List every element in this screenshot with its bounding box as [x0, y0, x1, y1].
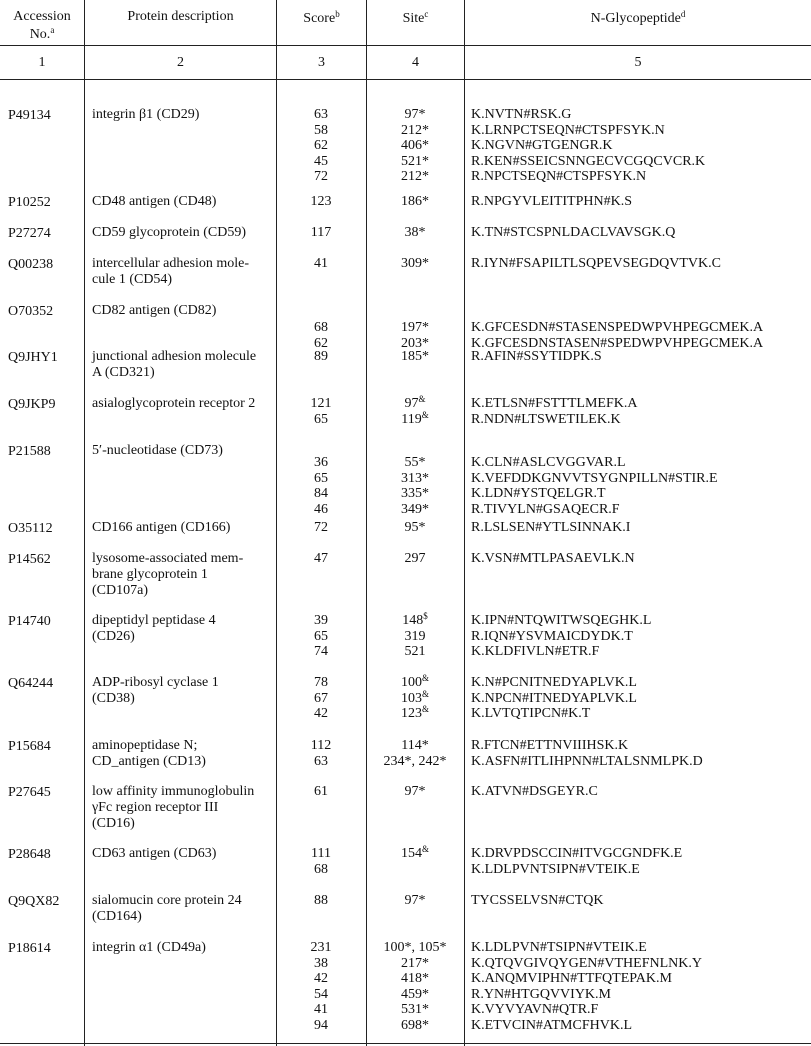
site-cell: 319: [404, 628, 426, 644]
score-cell: 72: [314, 520, 328, 535]
column-rule: [464, 0, 465, 1046]
description-cell: [92, 107, 272, 123]
description-line: CD59 glycoprotein (CD59): [92, 225, 246, 240]
accession-cell: P21588: [8, 444, 51, 459]
score-cell: 65: [314, 470, 328, 486]
description-line: CD82 antigen (CD82): [92, 303, 217, 318]
peptide-cell: K.NPCN#ITNEDYAPLVK.L: [471, 690, 637, 706]
score-cell: 54: [314, 986, 328, 1002]
score-cell: 111: [311, 846, 331, 861]
description-line: integrin α1 (CD49a): [92, 940, 206, 955]
description-cell: [92, 675, 272, 707]
column-number: 3: [318, 55, 325, 70]
description-line: asialoglycoprotein receptor 2: [92, 396, 256, 411]
accession-cell: O70352: [8, 304, 54, 319]
description-line: (CD107a): [92, 583, 148, 598]
score-cell: 65: [314, 628, 328, 644]
site-mark: &: [421, 409, 429, 420]
accession-cell: O35112: [8, 521, 53, 536]
score-cell: 65: [314, 411, 328, 427]
score-cell: 47: [314, 551, 328, 566]
peptide-cell: K.ETVCIN#ATMCFHVK.L: [471, 1017, 632, 1033]
score-cell: 68: [314, 861, 328, 877]
site-cell: 406*: [401, 138, 429, 153]
description-line: (CD38): [92, 691, 135, 706]
description-line: low affinity immunoglobulin: [92, 784, 255, 799]
peptide-cell: K.GFCESDNSTASEN#SPEDWPVHPEGCMEK.A: [471, 335, 764, 351]
site-cell: 38*: [404, 225, 426, 240]
peptide-cell: K.LDN#YSTQELGR.T: [471, 486, 606, 501]
peptide-cell: K.CLN#ASLCVGGVAR.L: [471, 455, 626, 470]
site-cell: 313*: [401, 470, 429, 486]
accession-cell: P14562: [8, 552, 51, 567]
peptide-cell: R.FTCN#ETTNVIIIHSK.K: [471, 738, 629, 753]
score-cell: 67: [314, 690, 328, 706]
score-cell: 62: [314, 335, 328, 351]
column-number: 4: [412, 55, 419, 70]
accession-cell: P27645: [8, 785, 51, 800]
site-cell: 148$: [402, 611, 428, 628]
header-score-label: Score: [303, 11, 336, 26]
description-line: lysosome-associated mem-: [92, 551, 244, 566]
description-line: (CD164): [92, 909, 142, 924]
description-line: aminopeptidase N;: [92, 738, 198, 753]
header-accession-line1: Accession: [13, 9, 71, 24]
score-cell: 41: [314, 1002, 328, 1017]
peptide-cell: R.AFIN#SSYTIDPK.S: [471, 349, 602, 364]
description-line: CD_antigen (CD13): [92, 754, 206, 769]
site-cell: 97*: [404, 893, 426, 908]
score-cell: 89: [314, 349, 328, 364]
description-cell: [92, 738, 272, 770]
header-description-label: Protein description: [127, 9, 234, 24]
site-cell: 698*: [401, 1017, 429, 1033]
description-cell: [92, 443, 272, 459]
description-line: γFc region receptor III: [92, 800, 219, 815]
score-cell: 36: [314, 455, 328, 470]
footnote-mark: b: [335, 9, 340, 19]
peptide-cell: K.QTQVGIVQYGEN#VTHEFNLNK.Y: [471, 955, 702, 971]
description-line: ADP-ribosyl cyclase 1: [92, 675, 219, 690]
peptide-cell: K.ATVN#DSGEYR.C: [471, 784, 598, 799]
score-cell: 42: [314, 706, 328, 721]
site-cell: 531*: [401, 1002, 429, 1017]
site-cell: 95*: [404, 520, 426, 535]
peptide-cell: K.GFCESDN#STASENSPEDWPVHPEGCMEK.A: [471, 320, 764, 335]
score-cell: 74: [314, 644, 328, 659]
description-cell: [92, 396, 272, 412]
description-cell: [92, 846, 272, 862]
site-cell: 335*: [401, 486, 429, 501]
header-description: [85, 8, 276, 26]
description-cell: [92, 613, 272, 645]
description-line: junctional adhesion molecule: [92, 349, 257, 364]
peptide-cell: R.NDN#LTSWETILEK.K: [471, 411, 621, 427]
score-cell: 62: [314, 138, 328, 153]
site-cell: 459*: [401, 986, 429, 1002]
peptide-cell: R.YN#HTGQVVIYK.M: [471, 986, 611, 1002]
peptide-cell: K.N#PCNITNEDYAPLVK.L: [471, 675, 637, 690]
score-cell: 41: [314, 256, 328, 271]
score-cell: 45: [314, 153, 328, 169]
site-cell: 212*: [401, 122, 429, 138]
accession-cell: Q9QX82: [8, 894, 60, 909]
peptide-cell: K.IPN#NTQWITWSQEGHK.L: [471, 613, 652, 628]
accession-cell: Q00238: [8, 257, 54, 272]
site-cell: 97*: [404, 784, 426, 799]
peptide-cell: R.KEN#SSEICSNNGECVCGQCVCR.K: [471, 153, 706, 169]
description-line: A (CD321): [92, 365, 155, 380]
accession-cell: P18614: [8, 941, 51, 956]
site-cell: 349*: [401, 501, 429, 517]
peptide-cell: K.KLDFIVLN#ETR.F: [471, 644, 600, 659]
peptide-cell: K.LDLPVNTSIPN#VTEIK.E: [471, 861, 640, 877]
peptide-cell: R.IQN#YSVMAICDYDK.T: [471, 628, 633, 644]
score-cell: 121: [310, 396, 332, 411]
peptide-cell: R.LSLSEN#YTLSINNAK.I: [471, 520, 631, 535]
peptide-cell: K.LVTQTIPCN#K.T: [471, 706, 591, 721]
description-cell: [92, 940, 272, 956]
header-site-label: Site: [402, 11, 425, 26]
peptide-cell: R.TIVYLN#GSAQECR.F: [471, 501, 620, 517]
description-line: intercellular adhesion mole-: [92, 256, 250, 271]
header-site: [367, 10, 464, 28]
score-cell: 94: [314, 1017, 328, 1033]
description-line: (CD16): [92, 816, 135, 831]
site-cell: 521: [404, 644, 426, 659]
site-cell: 212*: [401, 169, 429, 184]
description-line: 5′-nucleotidase (CD73): [92, 443, 223, 458]
peptide-cell: K.VEFDDKGNVVTSYGNPILLN#STIR.E: [471, 470, 718, 486]
site-cell: 154&: [400, 844, 429, 861]
score-cell: 61: [314, 784, 328, 799]
site-cell: 114*: [401, 738, 429, 753]
description-cell: [92, 893, 272, 925]
peptide-cell: K.VYVYAVN#QTR.F: [471, 1002, 599, 1017]
site-cell: 521*: [401, 153, 429, 169]
description-cell: [92, 303, 272, 319]
footnote-mark: c: [424, 9, 429, 19]
site-cell: 418*: [401, 971, 429, 986]
site-mark: &: [418, 394, 426, 404]
description-line: integrin β1 (CD29): [92, 107, 200, 122]
peptide-cell: K.TN#STCSPNLDACLVAVSGK.Q: [471, 225, 676, 240]
site-cell: 100*, 105*: [383, 940, 447, 955]
peptide-cell: K.ANQMVIPHN#TTFQTEPAK.M: [471, 971, 672, 986]
description-line: brane glycoprotein 1: [92, 567, 208, 582]
accession-cell: P15684: [8, 739, 51, 754]
score-cell: 78: [314, 675, 328, 690]
site-cell: 197*: [401, 320, 429, 335]
score-cell: 63: [314, 753, 328, 769]
site-cell: 103&: [400, 688, 429, 706]
site-cell: 55*: [404, 455, 426, 470]
peptide-cell: R.IYN#FSAPILTLSQPEVSEGDQVTVK.C: [471, 256, 721, 271]
accession-cell: P27274: [8, 226, 51, 241]
score-cell: 58: [314, 122, 328, 138]
site-cell: 97*: [404, 107, 426, 122]
site-cell: 123&: [400, 704, 429, 721]
score-cell: 68: [314, 320, 328, 335]
peptide-cell: K.DRVPDSCCIN#ITVGCGNDFK.E: [471, 846, 683, 861]
peptide-cell: R.NPCTSEQN#CTSPFSYK.N: [471, 169, 647, 184]
peptide-cell: K.VSN#MTLPASAEVLK.N: [471, 551, 635, 566]
site-mark: &: [421, 673, 429, 683]
column-number: 2: [177, 55, 184, 70]
header-accession-line2: No.: [29, 27, 51, 42]
site-cell: 234*, 242*: [383, 753, 447, 769]
header-accession: [0, 8, 84, 44]
bottom-rule: [0, 1043, 811, 1044]
description-cell: [92, 520, 272, 536]
peptide-cell: K.NGVN#GTGENGR.K: [471, 138, 613, 153]
header-score: [277, 10, 366, 28]
site-mark: &: [421, 688, 429, 699]
footnote-mark: d: [680, 9, 686, 19]
accession-cell: Q64244: [8, 676, 54, 691]
description-line: CD63 antigen (CD63): [92, 846, 217, 861]
accession-cell: P49134: [8, 108, 51, 123]
header-peptide: [465, 10, 811, 28]
footnote-mark: a: [50, 25, 55, 35]
peptide-cell: K.NVTN#RSK.G: [471, 107, 572, 122]
description-line: CD166 antigen (CD166): [92, 520, 231, 535]
accession-cell: Q9JKP9: [8, 397, 56, 412]
score-cell: 46: [314, 501, 328, 517]
score-cell: 63: [314, 107, 328, 122]
site-cell: 100&: [400, 673, 429, 690]
accession-cell: P28648: [8, 847, 51, 862]
site-cell: 97&: [404, 394, 426, 411]
site-cell: 119&: [401, 409, 429, 427]
site-cell: 297: [404, 551, 426, 566]
peptide-cell: R.NPGYVLEITITPHN#K.S: [471, 194, 632, 209]
description-cell: [92, 784, 272, 832]
peptide-cell: K.ETLSN#FSTTTLMEFK.A: [471, 396, 638, 411]
column-rule: [84, 0, 85, 1046]
site-mark: &: [421, 704, 429, 714]
site-cell: 185*: [401, 349, 429, 364]
score-cell: 42: [314, 971, 328, 986]
peptide-cell: K.ASFN#ITLIHPNN#LTALSNMLPK.D: [471, 753, 703, 769]
column-number-rule: [0, 79, 811, 80]
score-cell: 117: [310, 225, 332, 240]
site-cell: 309*: [401, 256, 429, 271]
score-cell: 39: [314, 613, 328, 628]
accession-cell: Q9JHY1: [8, 350, 58, 365]
description-cell: [92, 256, 272, 288]
site-mark: &: [421, 844, 429, 854]
site-cell: 203*: [401, 335, 429, 351]
score-cell: 72: [314, 169, 328, 184]
accession-cell: P14740: [8, 614, 51, 629]
description-line: CD48 antigen (CD48): [92, 194, 217, 209]
column-number: 1: [38, 55, 46, 70]
description-line: dipeptidyl peptidase 4: [92, 613, 216, 628]
description-cell: [92, 551, 272, 599]
description-line: (CD26): [92, 629, 135, 644]
description-line: cule 1 (CD54): [92, 272, 173, 287]
description-cell: [92, 349, 272, 381]
score-cell: 231: [310, 940, 332, 955]
column-number: 5: [634, 55, 642, 70]
header-peptide-label: N-Glycopeptide: [590, 11, 681, 26]
peptide-cell: K.LDLPVN#TSIPN#VTEIK.E: [471, 940, 647, 955]
site-cell: 217*: [401, 955, 429, 971]
score-cell: 123: [310, 194, 332, 209]
description-cell: [92, 194, 272, 210]
accession-cell: P10252: [8, 195, 51, 210]
score-cell: 112: [310, 738, 332, 753]
site-mark: $: [423, 611, 428, 621]
peptide-cell: TYCSSELVSN#CTQK: [471, 893, 604, 908]
site-cell: 186*: [401, 194, 429, 209]
peptide-cell: K.LRNPCTSEQN#CTSPFSYK.N: [471, 122, 665, 138]
score-cell: 38: [314, 955, 328, 971]
description-cell: [92, 225, 272, 241]
score-cell: 84: [314, 486, 328, 501]
header-rule: [0, 45, 811, 46]
description-line: sialomucin core protein 24: [92, 893, 242, 908]
score-cell: 88: [314, 893, 328, 908]
